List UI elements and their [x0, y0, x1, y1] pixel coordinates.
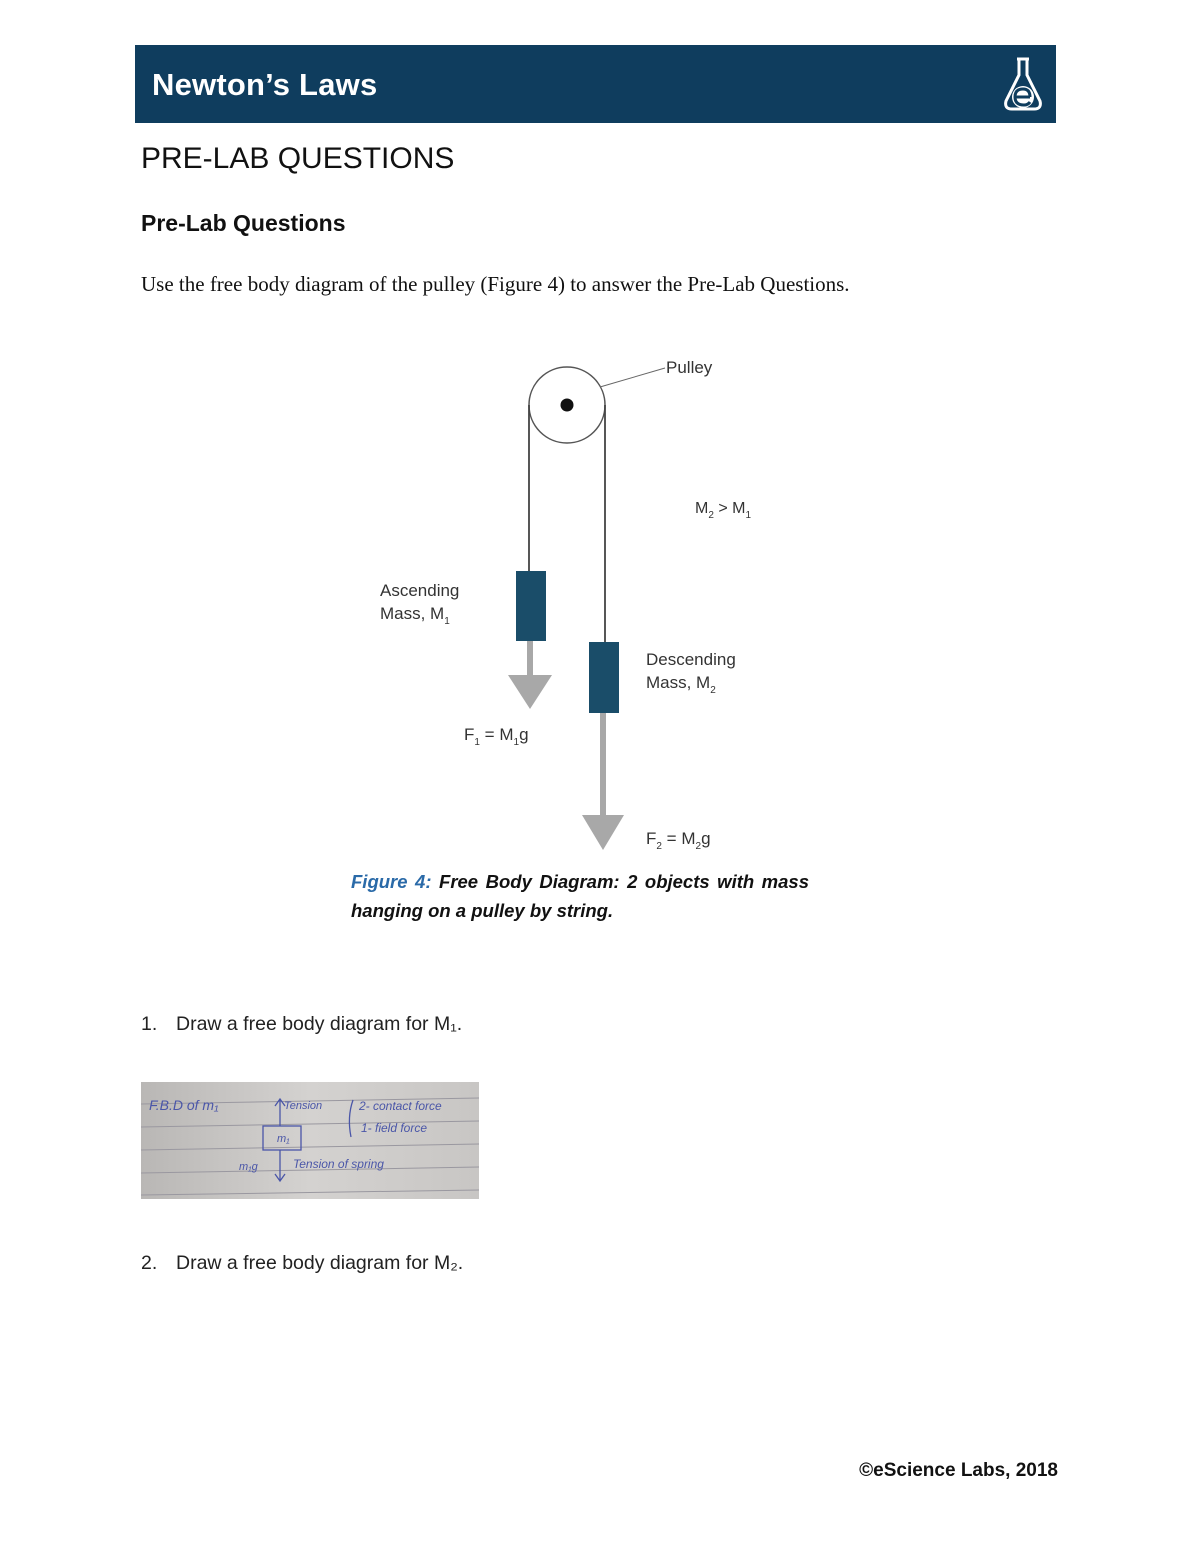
mass-relation-label: $M_2 > M_1$ — [695, 500, 752, 521]
figure-caption-label: Figure 4: — [351, 871, 432, 892]
question-1 — [141, 1013, 462, 1036]
f1-label: $F_1 = M_1g$ — [464, 725, 529, 748]
pulley-diagram — [370, 350, 790, 860]
header-banner — [135, 45, 1056, 123]
f2-arrow-shaft — [600, 713, 606, 815]
page-title: Newton’s Laws — [152, 67, 378, 102]
pulley-label: Pulley — [666, 358, 713, 377]
descending-mass-label: Descending Mass, $M_2$ — [646, 650, 736, 696]
contact-force-note: 2- contact force — [359, 1099, 442, 1113]
ascending-mass-block — [516, 571, 546, 641]
figure-caption-text: Free Body Diagram: 2 objects with mass hanging on a pulley by string. — [351, 871, 809, 921]
f2-arrow-head — [582, 815, 624, 850]
flask-e-logo-icon — [1000, 53, 1046, 115]
question-number: 2. — [141, 1252, 158, 1274]
field-force-note: 1- field force — [361, 1121, 428, 1135]
handwritten-answer-image — [141, 1082, 479, 1199]
pulley-axle — [561, 399, 574, 412]
mass-label: m₁ — [277, 1133, 290, 1145]
tension-label: Tension — [284, 1100, 323, 1112]
fbd-title: F.B.D of m₁ — [149, 1097, 219, 1113]
question-2 — [141, 1252, 463, 1275]
f1-arrow-shaft — [527, 641, 533, 675]
question-number: 1. — [141, 1013, 158, 1035]
f2-label: $F_2 = M_2g$ — [646, 829, 711, 852]
spring-tension-label: Tension of spring — [293, 1157, 384, 1171]
f1-arrow-head — [508, 675, 552, 709]
question-text: Draw a free body diagram for M₁. — [176, 1013, 463, 1035]
question-text: Draw a free body diagram for M₂. — [176, 1252, 464, 1274]
descending-mass-block — [589, 642, 619, 713]
pulley-label-leader — [600, 368, 665, 387]
intro-paragraph: Use the free body diagram of the pulley (Figure 4) to answer the Pre-Lab Questions. — [141, 272, 850, 296]
sub-heading: Pre-Lab Questions — [141, 210, 346, 236]
weight-label: m₁g — [239, 1161, 258, 1173]
figure-caption — [351, 867, 809, 925]
ascending-mass-label: Ascending Mass, $M_1$ — [380, 581, 460, 627]
copyright-footer: ©eScience Labs, 2018 — [859, 1460, 1058, 1481]
section-heading: PRE-LAB QUESTIONS — [141, 142, 455, 175]
